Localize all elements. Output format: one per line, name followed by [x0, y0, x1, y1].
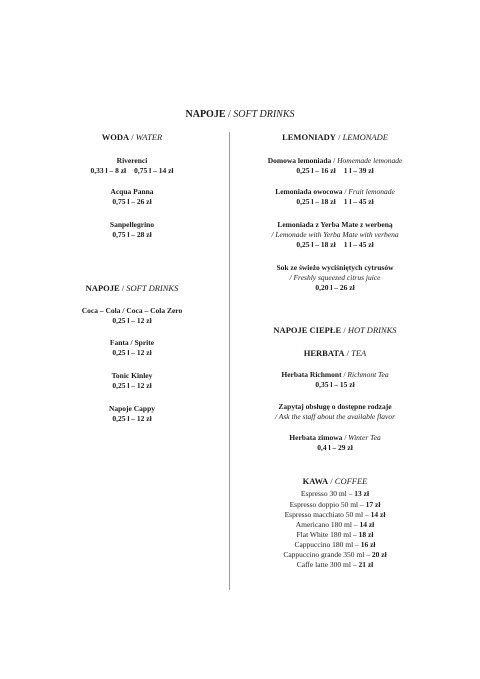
coffee-item-name: Espresso 30 ml – [300, 489, 355, 499]
item-name-en: Winter Tea [348, 433, 381, 442]
menu-item [246, 433, 424, 453]
water-heading-sep: / [129, 132, 136, 142]
coffee-item [246, 540, 424, 550]
lemonade-section [246, 132, 424, 143]
coffee-item-name: Cappuccino 180 ml – [294, 540, 361, 550]
item-name: Riverenci [116, 156, 148, 165]
coffee-section [246, 476, 424, 570]
lemonade-heading-pl: LEMONIADY [282, 132, 336, 142]
item-name: Acqua Panna [110, 187, 154, 196]
item-name-line [246, 433, 424, 443]
item-name: Sanpellegrino [109, 220, 155, 229]
item-name: Lemoniada z Yerba Mate z werbeną [277, 220, 393, 229]
item-price: 0,25 l – 12 zł [112, 316, 152, 326]
item-price: 0,25 l – 12 zł [112, 414, 152, 424]
item-price: 0,75 l – 26 zł [112, 197, 152, 207]
hot-heading-en: HOT DRINKS [347, 325, 397, 335]
item-name: Zapytaj obsługę o dostępne rodzaje [278, 402, 392, 411]
item-name: Sok ze świeżo wyciśniętych cytrusów [276, 263, 394, 272]
coffee-item [246, 500, 424, 510]
coffee-item-name: Espresso doppio 50 ml – [289, 499, 366, 509]
item-sep: / [342, 187, 349, 196]
item-name: Napoje Cappy [108, 404, 156, 413]
hot-drinks-heading [246, 325, 424, 336]
coffee-item-name: Cappuccino grande 350 ml – [283, 550, 372, 560]
item-sep: / [341, 370, 348, 379]
item-name: Herbata zimowa [289, 433, 343, 442]
item-name-en: Richmont Tea [347, 370, 389, 379]
item-price [246, 240, 424, 250]
coffee-heading [246, 476, 424, 487]
item-price-b: 0,75 l – 14 zł [134, 166, 174, 176]
item-price: 0,35 l – 15 zł [315, 380, 355, 390]
item-name-en: / Freshly squeezed citrus juice [289, 273, 381, 283]
item-price: 0,4 l – 29 zł [317, 443, 353, 453]
item-price-a: 0,25 l – 18 zł [296, 197, 336, 207]
item-name-line [246, 156, 424, 166]
lemonade-heading [246, 132, 424, 143]
item-price-b: 1 l – 45 zł [343, 240, 374, 250]
item-price-a: 0,33 l – 8 zł [90, 166, 127, 176]
tea-heading-sep: / [344, 348, 352, 358]
item-price: 0,25 l – 12 zł [112, 381, 152, 391]
soft-heading-sep: / [119, 283, 127, 293]
coffee-item [246, 550, 424, 560]
item-name: Domowa lemoniada [267, 156, 332, 165]
soft-heading-pl: NAPOJE [85, 283, 120, 293]
water-section [52, 132, 212, 143]
tea-section [246, 348, 424, 359]
coffee-item-name: Espresso macchiato 50 ml – [284, 509, 371, 519]
tea-heading [246, 348, 424, 359]
page-title-en: SOFT DRINKS [233, 109, 295, 120]
item-price-a: 0,25 l – 18 zł [296, 240, 336, 250]
hot-drinks-section [246, 325, 424, 336]
item-name-en: / Ask the staff about the available flavor [274, 412, 396, 422]
coffee-item-price: 20 zł [371, 550, 387, 560]
lemonade-heading-en: LEMONADE [342, 132, 388, 142]
soft-drinks-heading [52, 283, 212, 294]
lemonade-heading-sep: / [335, 132, 343, 142]
coffee-item [246, 510, 424, 520]
item-sep: / [342, 433, 349, 442]
item-name-en: Fruit lemonade [348, 187, 395, 196]
coffee-item-name: Caffe latte 300 ml – [296, 560, 359, 570]
item-price [52, 166, 212, 176]
page-title-sep: / [225, 109, 234, 120]
item-name: Herbata Richmont [281, 370, 342, 379]
menu-item [52, 371, 212, 391]
item-price-b: 1 l – 39 zł [343, 166, 374, 176]
page-title-pl: NAPOJE [185, 109, 226, 120]
item-name: Tonic Kinley [111, 371, 153, 380]
item-name: Fanta / Sprite [109, 338, 155, 347]
coffee-heading-en: COFFEE [334, 476, 368, 486]
hot-heading-sep: / [341, 325, 348, 335]
item-price: 0,75 l – 28 zł [112, 230, 152, 240]
menu-item [52, 338, 212, 358]
menu-item [52, 306, 212, 326]
water-heading [52, 132, 212, 143]
column-divider [229, 132, 230, 590]
coffee-item-name: Americano 180 ml – [295, 519, 360, 529]
item-name-en: / Lemonade with Yerba Mate with verbena [271, 230, 399, 240]
item-price [246, 197, 424, 207]
soft-heading-en: SOFT DRINKS [126, 283, 179, 293]
coffee-item-price: 16 zł [360, 540, 376, 550]
item-price: 0,25 l – 12 zł [112, 348, 152, 358]
item-price-a: 0,25 l – 16 zł [296, 166, 336, 176]
menu-item [52, 220, 212, 240]
item-price [246, 166, 424, 176]
coffee-heading-pl: KAWA [302, 476, 329, 486]
tea-heading-en: TEA [351, 348, 367, 358]
coffee-heading-sep: / [328, 476, 335, 486]
menu-item [246, 370, 424, 390]
coffee-item-price: 21 zł [358, 560, 374, 570]
coffee-item [246, 530, 424, 540]
item-price-b: 1 l – 45 zł [343, 197, 374, 207]
menu-item [246, 220, 424, 250]
menu-item [246, 263, 424, 293]
page-title [0, 108, 480, 122]
menu-item [246, 187, 424, 207]
soft-drinks-section [52, 283, 212, 294]
item-price: 0,20 l – 26 zł [315, 283, 355, 293]
tea-heading-pl: HERBATA [303, 348, 345, 358]
item-sep: / [331, 156, 338, 165]
water-heading-pl: WODA [101, 132, 130, 142]
hot-heading-pl: NAPOJE CIEPŁE [273, 325, 342, 335]
coffee-list [246, 489, 424, 570]
item-name-en: Homemade lemonade [337, 156, 403, 165]
menu-item [52, 187, 212, 207]
menu-item [52, 404, 212, 424]
coffee-item-price: 18 zł [358, 529, 374, 539]
item-name-line [246, 370, 424, 380]
coffee-item-price: 13 zł [354, 489, 370, 499]
coffee-item [246, 520, 424, 530]
menu-item [246, 156, 424, 176]
coffee-item-price: 14 zł [359, 519, 375, 529]
item-name: Coca – Cola / Coca – Cola Zero [81, 306, 183, 315]
menu-item [52, 156, 212, 176]
coffee-item [246, 489, 424, 499]
water-heading-en: WATER [135, 132, 163, 142]
coffee-item [246, 560, 424, 570]
item-name: Lemoniada owocowa [275, 187, 343, 196]
item-name-line [246, 187, 424, 197]
coffee-item-price: 17 zł [365, 499, 381, 509]
coffee-item-name: Flat White 180 ml – [296, 529, 359, 539]
menu-item [246, 402, 424, 422]
coffee-item-price: 14 zł [370, 509, 386, 519]
